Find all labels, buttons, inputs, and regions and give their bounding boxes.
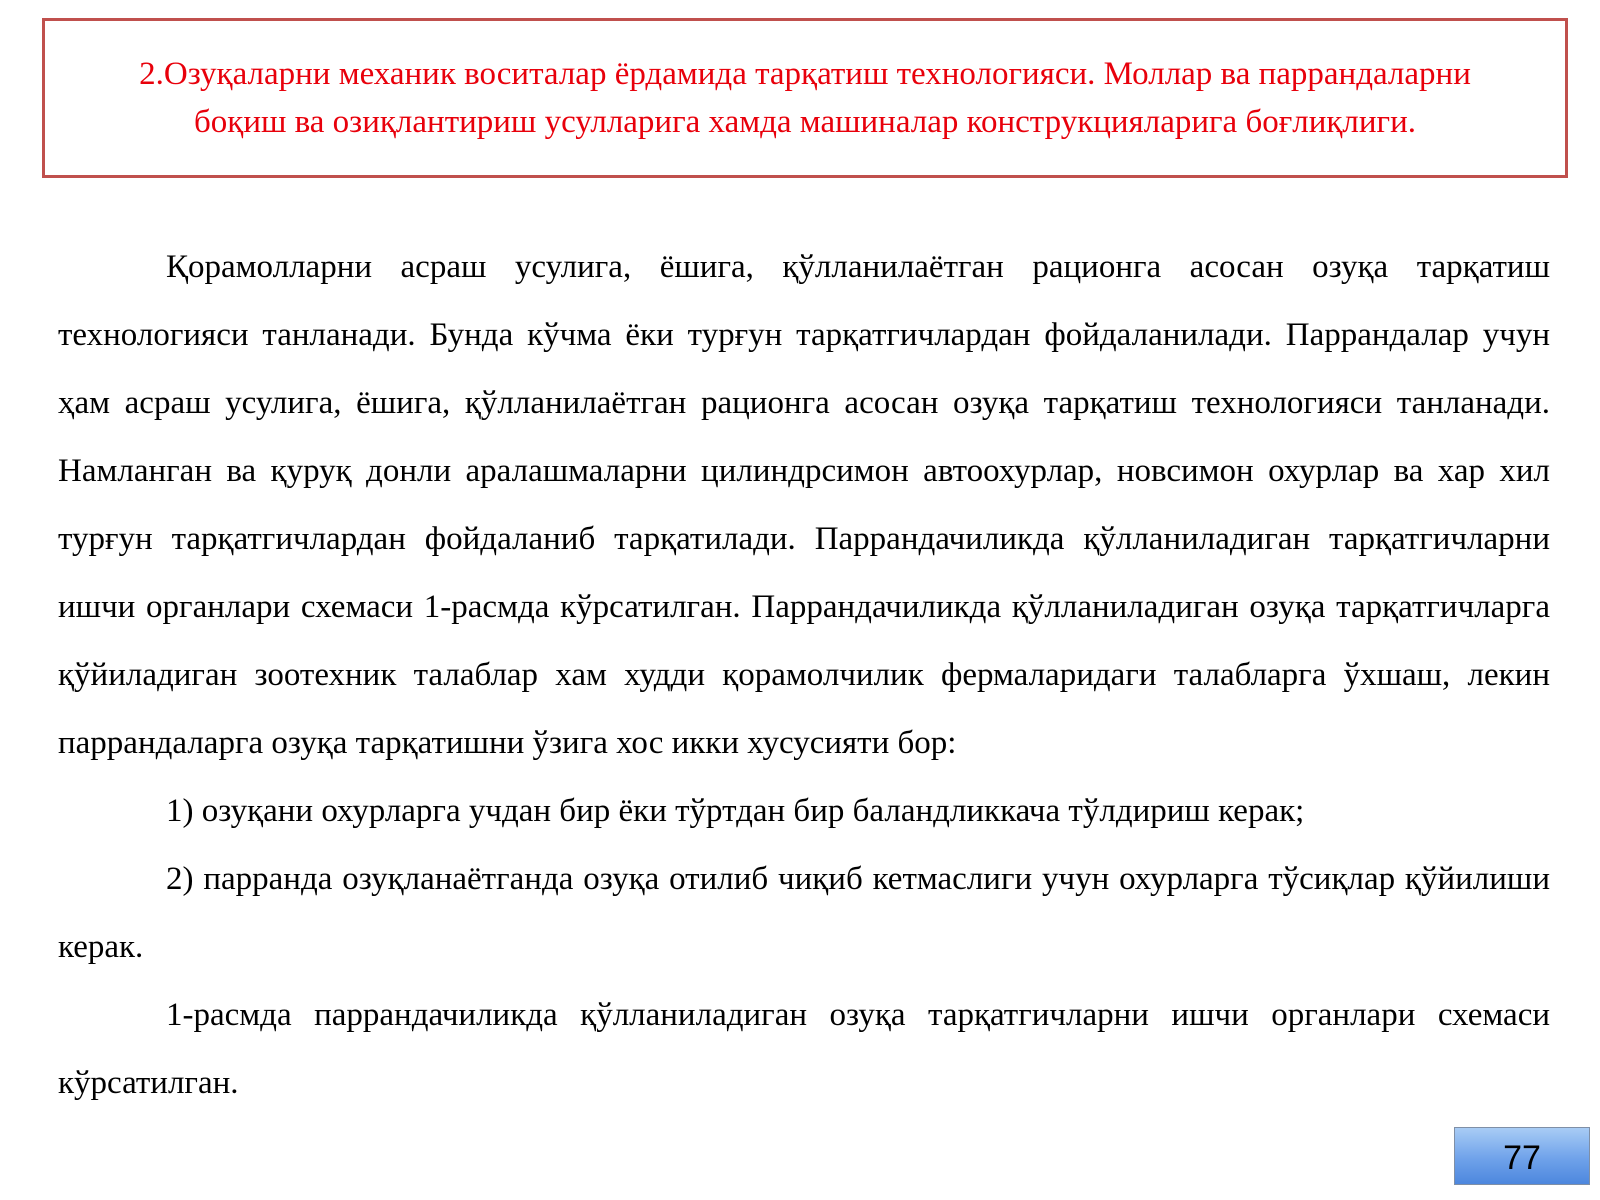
paragraph-item-1: 1) озуқани охурларга учдан бир ёки тўртдан бир баландликкача тўлдириш керак;: [166, 793, 1305, 829]
page-number: 77: [1503, 1139, 1541, 1177]
paragraph-item-2: 2) парранда озуқланаётганда озуқа отилиб чиқиб кетмаслиги учун охурларга тўсиқлар қўйилиши керак.: [58, 861, 1550, 965]
paragraph-intro: Қорамолларни асраш усулига, ёшига, қўлланилаётган рационга асосан озуқа тарқатиш технологияси танланади. Бунда кўчма ёки турғун тарқатгичлардан фойдаланилади. Паррандалар учун ҳам асраш усулига, ёшига, қўлланилаётган рационга асосан озуқа тарқатиш технологияси танланади. Намланган ва қуруқ донли аралашмаларни цилиндрсимон автоохурлар, новсимон охурлар ва хар хил турғун тарқатгичлардан фойдаланиб тарқатилади. Паррандачиликда қўлланиладиган тарқатгичларни ишчи органлари схемаси 1-расмда кўрсатилган. Паррандачиликда қўлланиладиган озуқа тарқатгичларга қўйиладиган зоотехник талаблар хам худди қорамолчилик фермаларидаги талабларга ўхшаш, лекин паррандаларга озуқа тарқатишни ўзига хос икки хусусияти бор:: [58, 249, 1550, 761]
section-title: 2.Озуқаларни механик воситалар ёрдамида тарқатиш технологияси. Моллар ва паррандаларни боқиш ва озиқлантириш усулларига хамда машиналар конструкцияларига боғлиқлиги.: [139, 56, 1471, 140]
body-text: [58, 233, 1550, 1117]
section-title-box: [42, 18, 1568, 178]
paragraph-figure-ref: 1-расмда паррандачиликда қўлланиладиган озуқа тарқатгичларни ишчи органлари схемаси кўрсатилган.: [58, 997, 1550, 1101]
page-number-badge: [1454, 1127, 1590, 1185]
